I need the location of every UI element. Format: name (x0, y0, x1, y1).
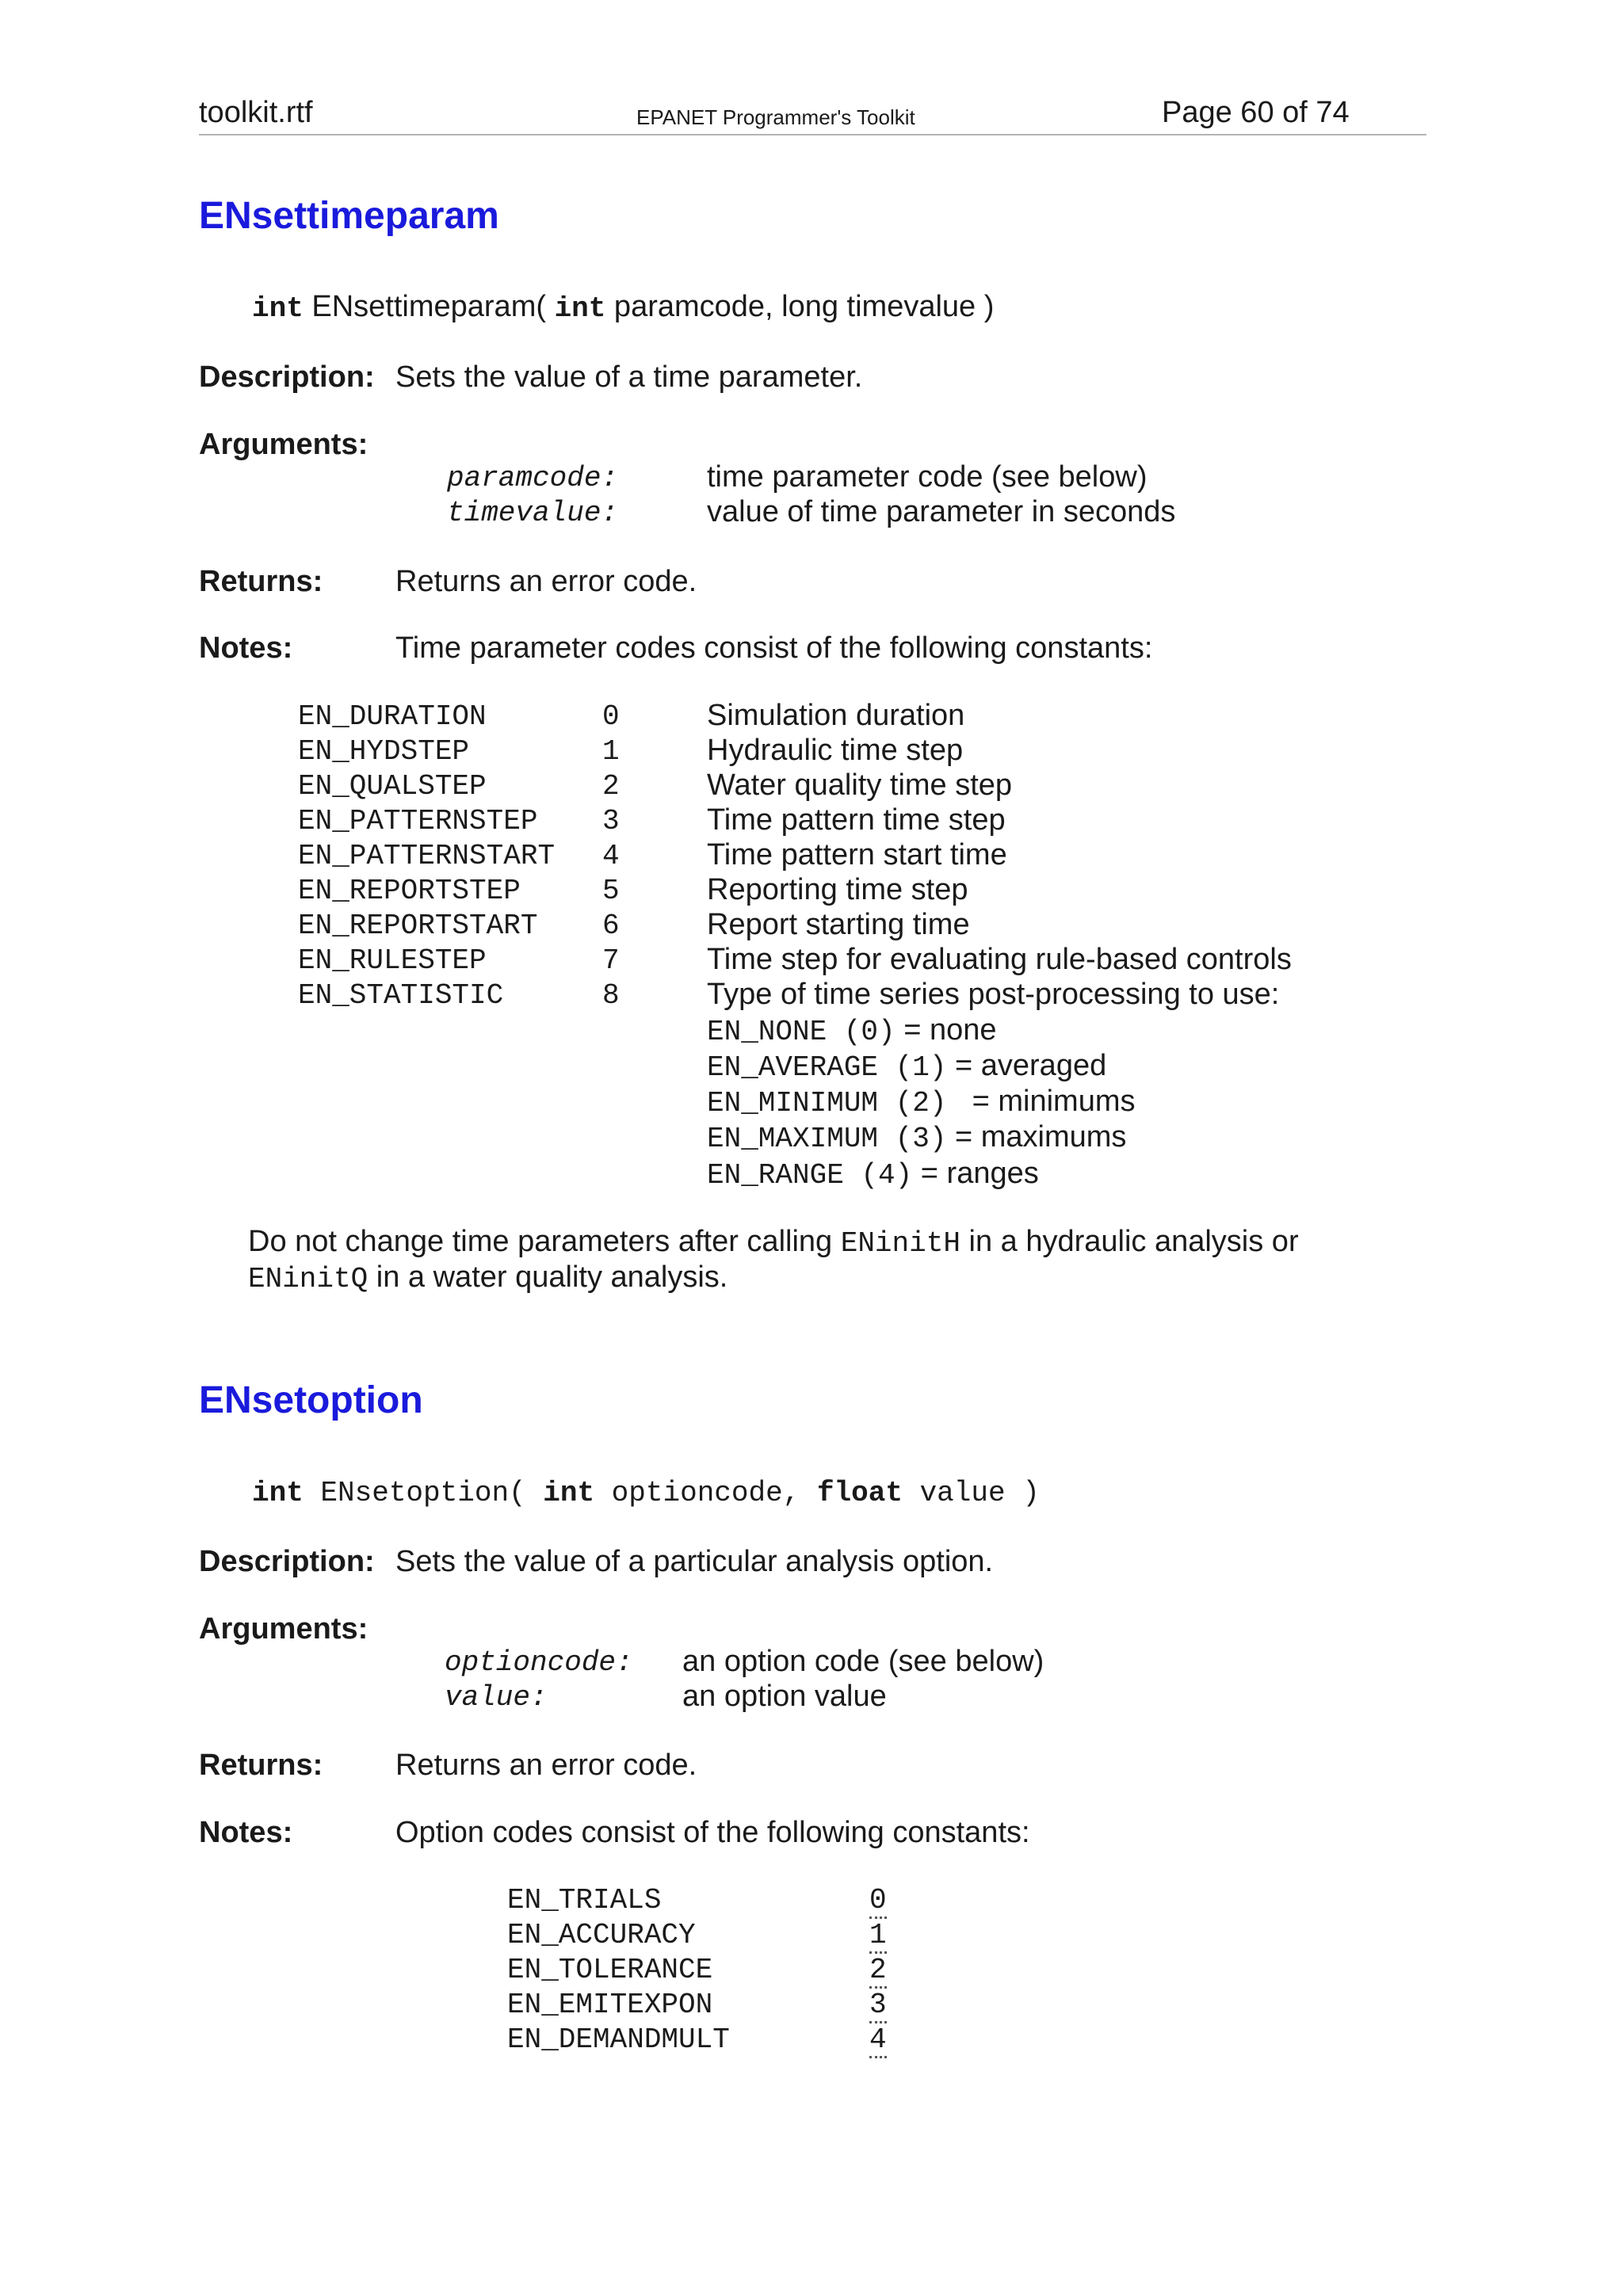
statistic-option (707, 1157, 1039, 1192)
option-code-value-text: 0 (869, 1884, 887, 1919)
notes-label: Notes: (199, 1816, 293, 1849)
statistic-option-text: = maximums (946, 1120, 1127, 1154)
code-name: EN_RULESTEP (298, 944, 487, 977)
notes-text: Time parameter codes consist of the following constants: (395, 631, 1153, 665)
returns-text: Returns an error code. (395, 1749, 697, 1782)
code-value: 0 (602, 700, 620, 733)
arg-desc: an option value (682, 1680, 887, 1713)
sig-mid: optioncode, (594, 1477, 817, 1509)
code-desc: Type of time series post-processing to use: (707, 978, 1280, 1011)
code-name: EN_DURATION (298, 700, 487, 733)
returns-text: Returns an error code. (395, 565, 697, 598)
statistic-option-text: = minimums (964, 1085, 1136, 1118)
code-name: EN_QUALSTEP (298, 770, 487, 803)
sig-keyword: int (554, 292, 606, 325)
section-title-ensetoption: ENsetoption (199, 1379, 423, 1421)
header-divider (199, 134, 1426, 135)
notes-label: Notes: (199, 631, 293, 665)
sig-rest: paramcode, long timevalue ) (605, 290, 995, 323)
code-desc: Simulation duration (707, 699, 965, 732)
arguments-label: Arguments: (199, 1612, 369, 1646)
option-code-name: EN_EMITEXPON (507, 1989, 713, 2021)
note-text: in a water quality analysis. (368, 1261, 728, 1294)
option-code-name: EN_TRIALS (507, 1884, 662, 1917)
code-desc: Hydraulic time step (707, 734, 964, 767)
arg-name: optioncode: (445, 1646, 633, 1679)
note-text: in a hydraulic analysis or (960, 1225, 1299, 1258)
sig-name: ENsettimeparam( (303, 290, 555, 323)
code-desc: Time step for evaluating rule-based controls (707, 943, 1292, 976)
code-desc: Reporting time step (707, 873, 968, 906)
note-code: ENinitH (840, 1227, 960, 1260)
code-name: EN_PATTERNSTEP (298, 805, 538, 837)
code-desc: Time pattern start time (707, 838, 1007, 871)
section-title-ensettimeparam: ENsettimeparam (199, 195, 499, 237)
arg-desc: time parameter code (see below) (707, 460, 1148, 494)
sig-keyword: int (252, 1477, 304, 1509)
code-name: EN_REPORTSTART (298, 910, 538, 942)
statistic-option-text: = none (895, 1013, 997, 1047)
statistic-option-code: EN_AVERAGE (1) (707, 1051, 947, 1084)
arg-desc: an option code (see below) (682, 1645, 1044, 1678)
code-name: EN_PATTERNSTART (298, 840, 556, 872)
description-text: Sets the value of a time parameter. (395, 360, 863, 394)
note-text: Do not change time parameters after calling (248, 1225, 841, 1258)
sig-keyword: float (816, 1477, 903, 1509)
arg-name: paramcode: (447, 462, 619, 494)
option-code-name: EN_TOLERANCE (507, 1954, 713, 1986)
statistic-option (707, 1085, 1135, 1119)
description-label: Description: (199, 360, 375, 394)
function-signature-ensettimeparam (252, 290, 994, 325)
arguments-label: Arguments: (199, 428, 369, 461)
returns-label: Returns: (199, 1749, 323, 1782)
description-label: Description: (199, 1545, 375, 1578)
option-code-value-text: 3 (869, 1989, 887, 2023)
statistic-option (707, 1013, 996, 1048)
code-desc: Water quality time step (707, 769, 1013, 802)
code-value: 3 (602, 805, 620, 837)
statistic-option-text: = averaged (946, 1049, 1107, 1082)
statistic-option-text: = ranges (912, 1157, 1039, 1190)
statistic-option-code: EN_MINIMUM (2) (707, 1087, 964, 1119)
sig-keyword: int (252, 292, 304, 325)
header-page-number: Page 60 of 74 (1162, 96, 1350, 129)
option-code-value (869, 1954, 887, 1986)
code-value: 8 (602, 979, 620, 1012)
sig-rest: value ) (902, 1477, 1040, 1509)
arg-name: timevalue: (447, 497, 619, 529)
header-title: EPANET Programmer's Toolkit (636, 105, 915, 129)
closing-note-line-2 (248, 1261, 727, 1295)
option-code-value (869, 1884, 887, 1917)
statistic-option-code: EN_RANGE (4) (707, 1159, 913, 1192)
code-desc: Time pattern time step (707, 803, 1006, 837)
sig-keyword: int (543, 1477, 595, 1509)
function-signature-ensetoption (252, 1477, 1040, 1509)
statistic-option (707, 1120, 1126, 1155)
header-filename: toolkit.rtf (199, 96, 313, 129)
code-value: 5 (602, 875, 620, 907)
code-value: 7 (602, 944, 620, 977)
option-code-value (869, 1919, 887, 1951)
notes-text: Option codes consist of the following constants: (395, 1816, 1030, 1849)
option-code-value (869, 1989, 887, 2021)
statistic-option-code: EN_NONE (0) (707, 1016, 896, 1048)
option-code-value (869, 2023, 887, 2056)
code-name: EN_STATISTIC (298, 979, 504, 1012)
option-code-value-text: 4 (869, 2023, 887, 2058)
description-text: Sets the value of a particular analysis option. (395, 1545, 994, 1578)
code-value: 2 (602, 770, 620, 803)
option-code-name: EN_ACCURACY (507, 1919, 696, 1951)
statistic-option (707, 1049, 1106, 1084)
code-value: 1 (602, 735, 620, 768)
code-name: EN_REPORTSTEP (298, 875, 521, 907)
returns-label: Returns: (199, 565, 323, 598)
sig-name: ENsetoption( (303, 1477, 544, 1509)
option-code-name: EN_DEMANDMULT (507, 2023, 730, 2056)
arg-desc: value of time parameter in seconds (707, 495, 1176, 528)
statistic-option-code: EN_MAXIMUM (3) (707, 1123, 947, 1155)
note-code: ENinitQ (248, 1263, 369, 1295)
code-name: EN_HYDSTEP (298, 735, 470, 768)
code-value: 6 (602, 910, 620, 942)
code-value: 4 (602, 840, 620, 872)
arg-name: value: (445, 1681, 548, 1714)
option-code-value-text: 1 (869, 1919, 887, 1954)
option-code-value-text: 2 (869, 1954, 887, 1989)
closing-note-line-1 (248, 1225, 1299, 1260)
code-desc: Report starting time (707, 908, 970, 941)
